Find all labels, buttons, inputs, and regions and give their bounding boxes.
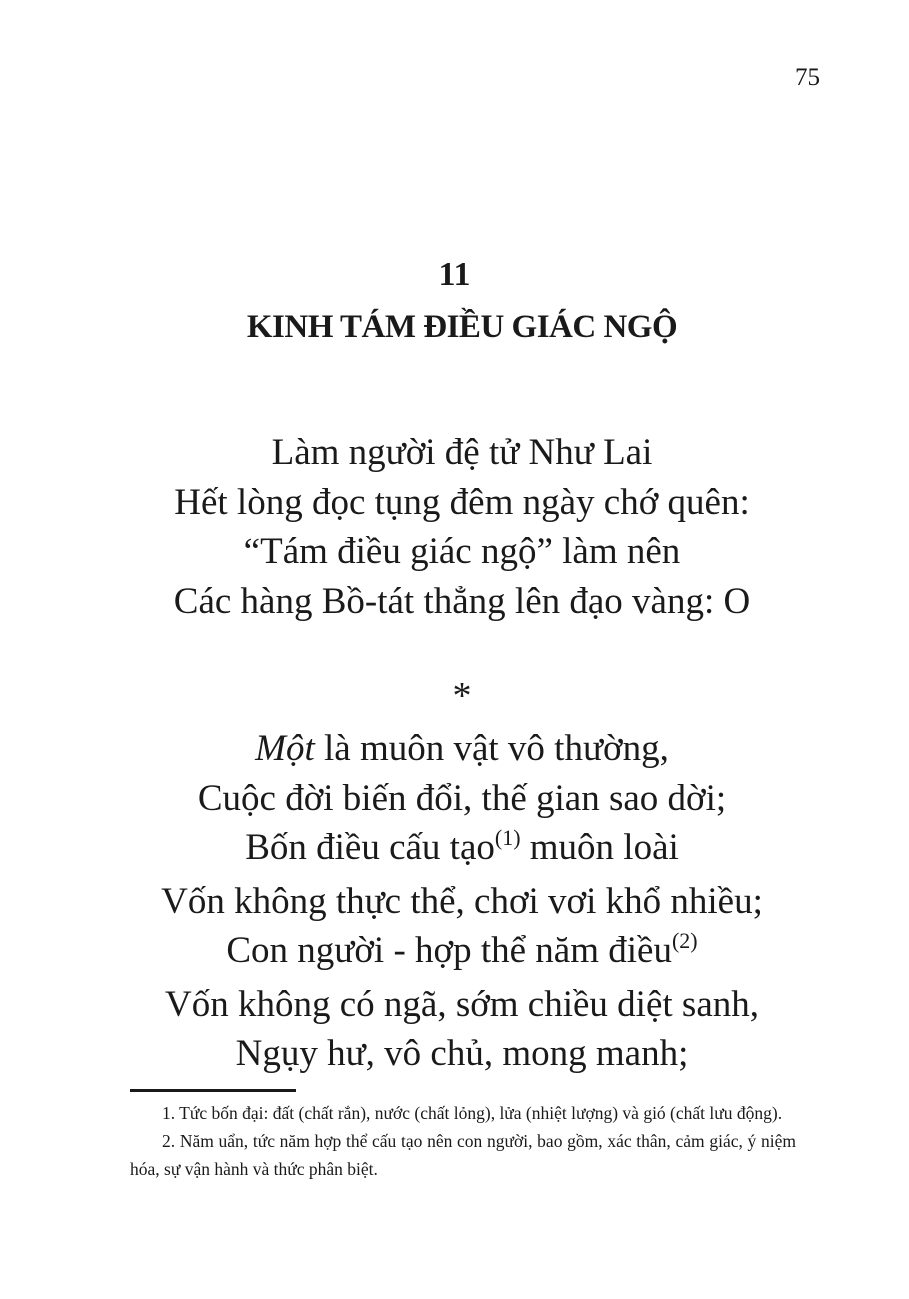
verse-text: muôn loài: [520, 827, 679, 868]
verse-line: Hết lòng đọc tụng đêm ngày chớ quên:: [174, 481, 750, 523]
verse-line: [0, 823, 909, 877]
section-separator: *: [452, 675, 472, 717]
verse-line: Ngụy hư, vô chủ, mong manh;: [235, 1033, 689, 1074]
footnote-1: 1. Tức bốn đại: đất (chất rắn), nước (chất lỏng), lửa (nhiệt lượng) và gió (chất lưu động).: [162, 1103, 783, 1123]
verse-line: Các hàng Bồ-tát thẳng lên đạo vàng: O: [173, 580, 751, 622]
chapter-title: KINH TÁM ĐIỀU GIÁC NGỘ: [246, 309, 678, 345]
page-number: 75: [795, 64, 820, 91]
verse-text: là muôn vật vô thường,: [314, 728, 669, 769]
verse-line: Vốn không có ngã, sớm chiều diệt sanh,: [165, 983, 759, 1025]
verse-line: [0, 926, 909, 980]
footnote-reference[interactable]: (1): [494, 825, 521, 850]
verse-text: Con người - hợp thể năm điều: [226, 930, 672, 971]
ordinal-word: Một: [255, 728, 315, 769]
verse-line: [0, 724, 909, 774]
first-awakening-stanza: [0, 724, 909, 1079]
footnotes: [130, 1099, 796, 1183]
opening-stanza: [0, 428, 909, 626]
verse-text: Bốn điều cấu tạo: [245, 827, 495, 868]
footnote-2: 2. Năm uẩn, tức năm hợp thể cấu tạo nên con người, bao gồm, xác thân, cảm giác, ý niệm hóa, sự vận hành và thức phân biệt.: [130, 1131, 796, 1179]
verse-line: Làm người đệ tử Như Lai: [271, 432, 653, 473]
footnote-reference[interactable]: (2): [671, 928, 698, 953]
verse-line: Vốn không thực thể, chơi vơi khổ nhiều;: [161, 880, 763, 922]
verse-line: “Tám điều giác ngộ” làm nên: [243, 531, 681, 572]
verse-line: Cuộc đời biến đổi, thế gian sao dời;: [197, 777, 727, 819]
footnote-divider: [130, 1089, 296, 1092]
chapter-number: 11: [438, 256, 471, 293]
